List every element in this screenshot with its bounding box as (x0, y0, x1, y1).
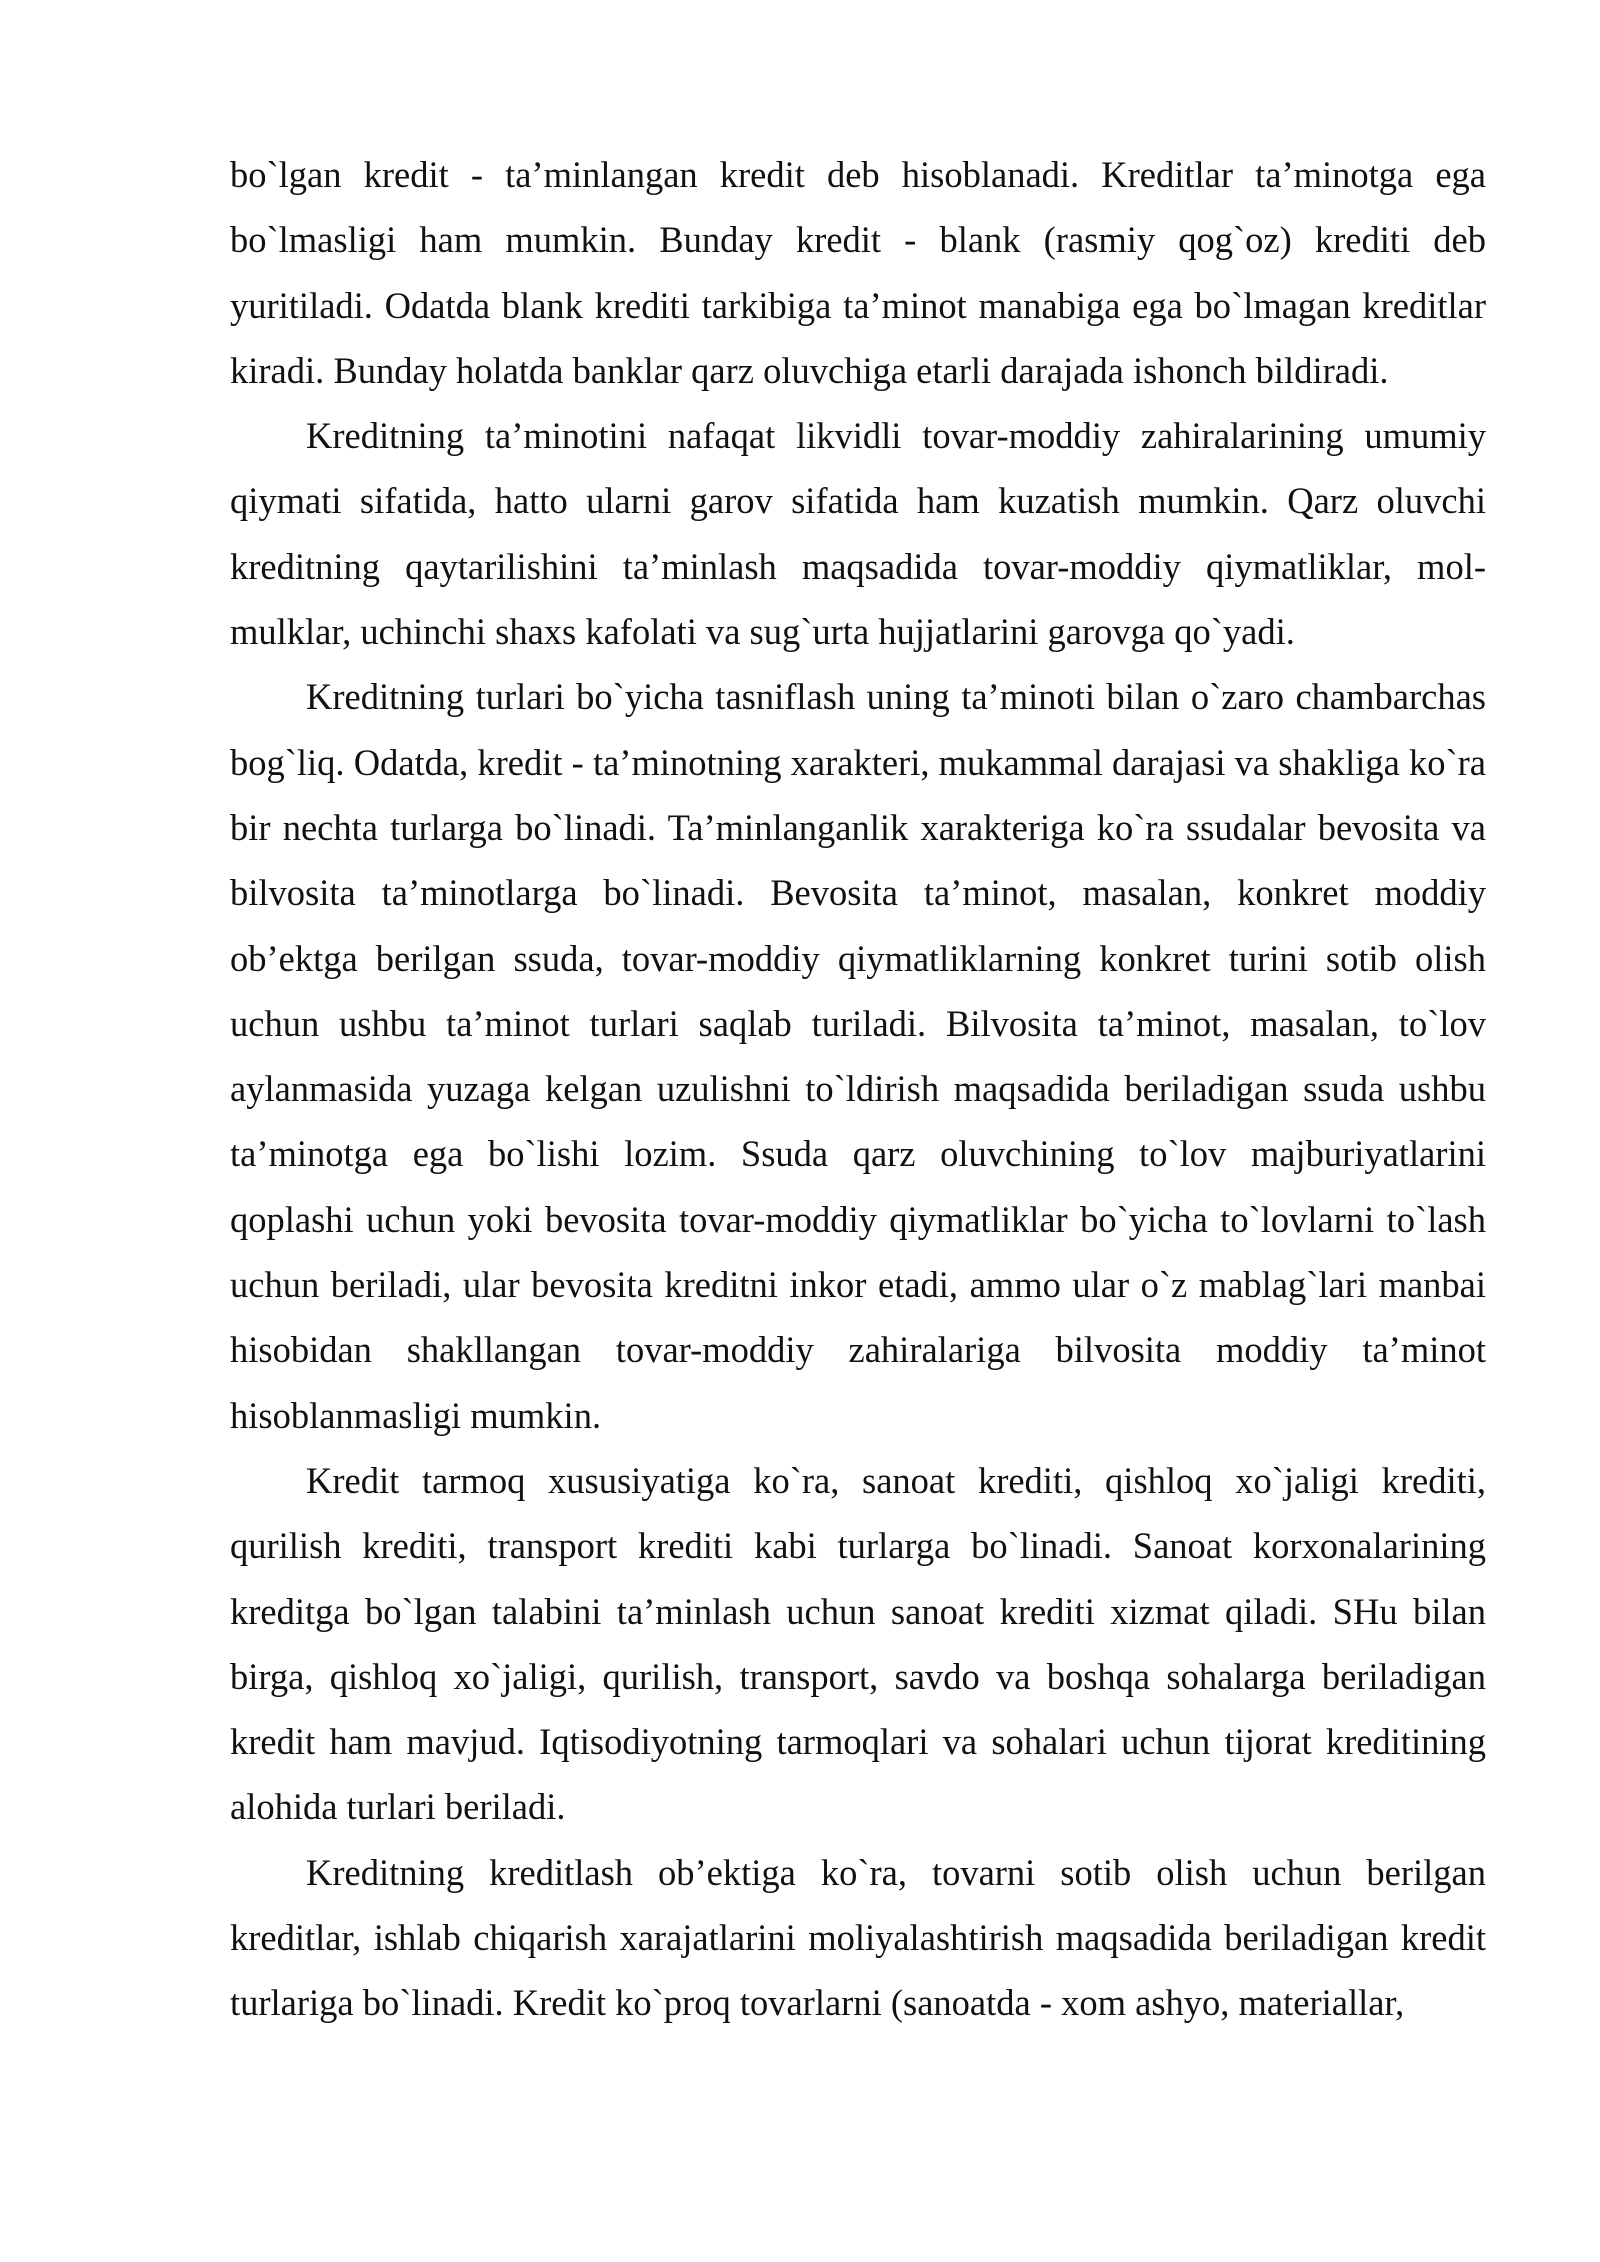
paragraph-4: Kredit tarmoq xususiyatiga ko`ra, sanoat krediti, qishloq xo`jaligi krediti, qurilish krediti, transport krediti kabi turlarga bo`linadi. Sanoat korxonalarining kreditga bo`lgan talabini ta’minlash uchun sanoat krediti xizmat qiladi. SHu bilan birga, qishloq xo`jaligi, qurilish, transport, savdo va boshqa sohalarga beriladigan kredit ham mavjud. Iqtisodiyotning tarmoqlari va sohalari uchun tijorat kreditining alohida turlari beriladi. (230, 1459, 1486, 1828)
document-page (230, 142, 1486, 2036)
paragraph-3: Kreditning turlari bo`yicha tasniflash uning ta’minoti bilan o`zaro chambarchas bog`liq. Odatda, kredit - ta’minotning xarakteri, mukammal darajasi va shakliga ko`ra bir nechta turlarga bo`linadi. Ta’minlanganlik xarakteriga ko`ra ssudalar bevosita va bilvosita ta’minotlarga bo`linadi. Bevosita ta’minot, masalan, konkret moddiy ob’ektga berilgan ssuda, tovar-moddiy qiymatliklarning konkret turini sotib olish uchun ushbu ta’minot turlari saqlab turiladi. Bilvosita ta’minot, masalan, to`lov aylanmasida yuzaga kelgan uzulishni to`ldirish maqsadida beriladigan ssuda ushbu ta’minotga ega bo`lishi lozim. Ssuda qarz oluvchining to`lov majburiyatlarini qoplashi uchun yoki bevosita tovar-moddiy qiymatliklar bo`yicha to`lovlarni to`lash uchun beriladi, ular bevosita kreditni inkor etadi, ammo ular o`z mablag`lari manbai hisobidan shakllangan tovar-moddiy zahiralariga bilvosita moddiy ta’minot hisoblanmasligi mumkin. (230, 676, 1486, 1436)
paragraph-2: Kreditning ta’minotini nafaqat likvidli tovar-moddiy zahiralarining umumiy qiymati sifatida, hatto ularni garov sifatida ham kuzatish mumkin. Qarz oluvchi kreditning qaytarilishini ta’minlash maqsadida tovar-moddiy qiymatliklar, mol-mulklar, uchinchi shaxs kafolati va sug`urta hujjatlarini garovga qo`yadi. (230, 415, 1486, 653)
paragraph-1: bo`lgan kredit - ta’minlangan kredit deb hisoblanadi. Kreditlar ta’minotga ega bo`lmasligi ham mumkin. Bunday kredit - blank (rasmiy qog`oz) krediti deb yuritiladi. Odatda blank krediti tarkibiga ta’minot manabiga ega bo`lmagan kreditlar kiradi. Bunday holatda banklar qarz oluvchiga etarli darajada ishonch bildiradi. (230, 154, 1486, 391)
paragraph-5: Kreditning kreditlash ob’ektiga ko`ra, tovarni sotib olish uchun berilgan kreditlar, ishlab chiqarish xarajatlarini moliyalashtirish maqsadida beriladigan kredit turlariga bo`linadi. Kredit ko`proq tovarlarni (sanoatda - xom ashyo, materiallar, (230, 1851, 1486, 2024)
